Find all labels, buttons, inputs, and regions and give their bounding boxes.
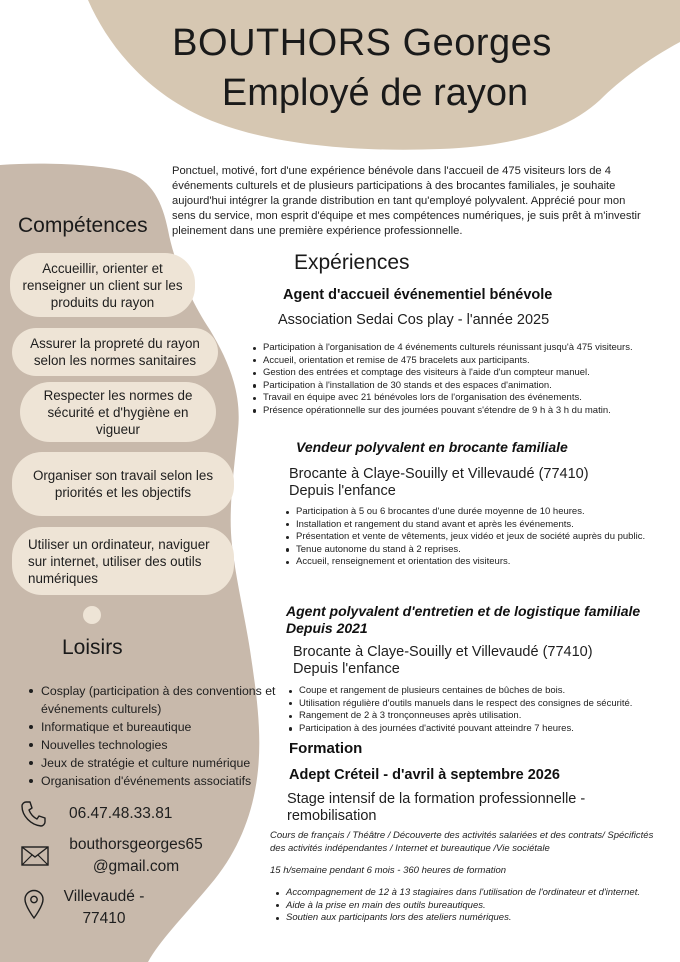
job-bullets-3 (288, 685, 680, 735)
skill-pill: Respecter les normes de sécurité et d'hygiène en vigueur (20, 382, 216, 442)
list-item: Organisation d'événements associatifs (26, 772, 276, 790)
list-item: Installation et rangement du stand avant et après les événements. (285, 519, 655, 532)
job-location: Brocante à Claye-Souilly et Villevaudé (77410) (289, 466, 589, 482)
list-item: Cosplay (participation à des conventions et événements culturels) (26, 682, 276, 718)
experiences-heading: Expériences (294, 251, 410, 274)
location-pin-icon (23, 889, 45, 919)
list-item: Présentation et vente de vêtements, jeux vidéo et jeux de société auprès du public. (285, 531, 655, 544)
job-period: Depuis l'enfance (293, 661, 400, 677)
list-item: Nouvelles technologies (26, 736, 276, 754)
job-location: Brocante à Claye-Souilly et Villevaudé (77410) (293, 644, 593, 660)
job-subtitle-3 (293, 644, 623, 678)
list-item: Participation à l'installation de 30 stands et des espaces d'animation. (252, 380, 680, 393)
hobbies-list (26, 682, 276, 790)
list-item: Aide à la prise en main des outils bureautiques. (275, 900, 655, 913)
job-bullets-2 (285, 506, 655, 569)
job-period: Depuis l'enfance (289, 483, 396, 499)
job-title-2: Vendeur polyvalent en brocante familiale (296, 439, 568, 455)
list-item: Soutien aux participants lors des ateliers numériques. (275, 912, 655, 925)
education-courses: Cours de français / Théâtre / Découverte des activités salariées et des contrats/ Spécifictés des activités indépendantes / Internet et bureautique /Vie sociétale (270, 830, 654, 854)
job-title-period: Depuis 2021 (286, 620, 368, 636)
job-title-text: Agent polyvalent d'entretien et de logistique familiale (286, 603, 641, 619)
job-subtitle-1: Association Sedai Cos play - l'année 2025 (278, 312, 550, 328)
email-address: bouthorsgeorges65 @gmail.com (69, 836, 203, 875)
list-item: Accompagnement de 12 à 13 stagiaires dans l'utilisation de l'ordinateur et d'internet. (275, 887, 655, 900)
list-item: Tenue autonome du stand à 2 reprises. (285, 544, 655, 557)
skill-pill: Assurer la propreté du rayon selon les normes sanitaires (12, 328, 218, 376)
list-item: Participation à l'organisation de 4 événements culturels réunissant jusqu'à 475 visiteurs. (252, 342, 680, 355)
candidate-name: BOUTHORS Georges (172, 22, 552, 64)
list-item: Coupe et rangement de plusieurs centaines de bûches de bois. (288, 685, 680, 698)
hobbies-heading: Loisirs (62, 636, 123, 659)
list-item: Participation à des journées d'activité pouvant atteindre 7 heures. (288, 723, 680, 736)
list-item: Utilisation régulière d'outils manuels dans le respect des consignes de sécurité. (288, 698, 680, 711)
list-item: Jeux de stratégie et culture numérique (26, 754, 276, 772)
list-item: Présence opérationnelle sur des journées pouvant s'étendre de 9 h à 3 h du matin. (252, 405, 680, 418)
envelope-icon (21, 846, 49, 866)
skill-pill: Accueillir, orienter et renseigner un client sur les produits du rayon (10, 253, 195, 317)
education-heading: Formation (289, 740, 363, 757)
profile-summary: Ponctuel, motivé, fort d'une expérience bénévole dans l'accueil de 475 visiteurs lors de 4 événements culturels et de plusieurs participations à des brocantes familiales, je souhaite aujourd'hui intégrer la grande distribution en tant qu'employé polyvalent. Apprécié pour mon sens du service, mon esprit d'équipe et mes compétences numériques, je suis prêt à m'investir pleinement dans une première expérience professionnelle. (172, 165, 641, 237)
phone-icon (20, 800, 46, 828)
list-item: Participation à 5 ou 6 brocantes d'une durée moyenne de 10 heures. (285, 506, 655, 519)
list-item: Accueil, renseignement et orientation des visiteurs. (285, 556, 655, 569)
list-item: Accueil, orientation et remise de 475 bracelets aux participants. (252, 355, 680, 368)
phone-number: 06.47.48.33.81 (69, 805, 173, 822)
education-bullets (275, 887, 655, 925)
education-hours: 15 h/semaine pendant 6 mois - 360 heures de formation (270, 865, 507, 876)
education-program: Stage intensif de la formation professionnelle - remobilisation (287, 791, 586, 824)
list-item: Informatique et bureautique (26, 718, 276, 736)
list-item: Gestion des entrées et comptage des visiteurs à l'aide d'un compteur manuel. (252, 367, 680, 380)
skills-heading: Compétences (18, 214, 148, 237)
list-item: Rangement de 2 à 3 tronçonneuses après utilisation. (288, 710, 680, 723)
decorative-dot (83, 606, 101, 624)
list-item: Travail en équipe avec 21 bénévoles lors de l'organisation des événements. (252, 392, 680, 405)
city: Villevaudé - 77410 (63, 888, 145, 927)
job-title-1: Agent d'accueil événementiel bénévole (283, 287, 553, 303)
job-subtitle-2 (289, 466, 619, 500)
job-title-3 (286, 603, 680, 637)
skill-pill: Organiser son travail selon les priorités et les objectifs (12, 452, 234, 516)
job-bullets-1 (252, 342, 680, 418)
job-title: Employé de rayon (221, 72, 529, 114)
skill-pill: Utiliser un ordinateur, naviguer sur internet, utiliser des outils numériques (12, 527, 234, 595)
education-school: Adept Créteil - d'avril à septembre 2026 (289, 767, 560, 783)
